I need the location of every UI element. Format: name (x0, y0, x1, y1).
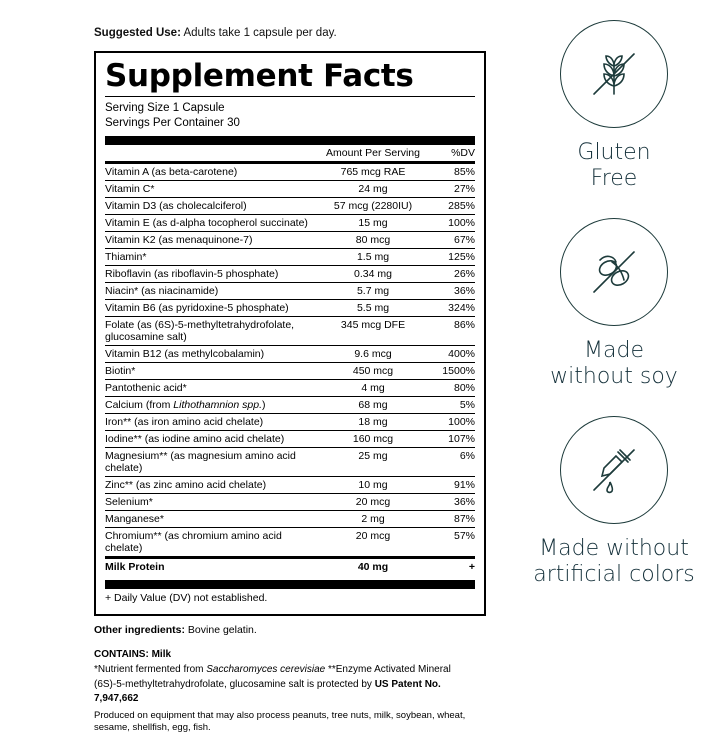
table-row (105, 317, 475, 346)
row-name: Thiamin* (105, 249, 319, 266)
suggested-use (94, 26, 486, 42)
badge-label-line1: Made without (539, 535, 689, 561)
bold-row-table (105, 559, 475, 575)
row-amount: 450 mcg (319, 363, 427, 380)
other-ingredients-text: Bovine gelatin. (185, 624, 257, 637)
row-amount: 4 mg (319, 380, 427, 397)
row-name: Pantothenic acid* (105, 380, 319, 397)
badges-column (508, 20, 720, 594)
row-amount: 18 mg (319, 414, 427, 431)
row-name: Biotin* (105, 363, 319, 380)
table-row (105, 215, 475, 232)
row-amount: 1.5 mg (319, 249, 427, 266)
table-row (105, 397, 475, 414)
row-dv: 6% (427, 448, 475, 477)
row-name: Magnesium** (as magnesium amino acid chelate) (105, 448, 319, 477)
row-amount: 68 mg (319, 397, 427, 414)
row-name: Folate (as (6S)-5-methyltetrahydrofolate, glucosamine salt) (105, 317, 319, 346)
row-amount: 9.6 mcg (319, 346, 427, 363)
row-name: Chromium** (as chromium amino acid chelate) (105, 530, 282, 555)
table-row (105, 528, 475, 557)
row-name: Riboflavin (as riboflavin-5 phosphate) (105, 266, 319, 283)
table-row (105, 198, 475, 215)
badge-label (508, 338, 720, 390)
soybean-crossed-icon (582, 240, 646, 304)
badge-label-line1: Gluten (577, 140, 651, 165)
row-name: Vitamin D3 (as cholecalciferol) (105, 198, 319, 215)
row-dv: 36% (427, 494, 475, 511)
row-name: Vitamin B6 (as pyridoxine-5 phosphate) (105, 300, 319, 317)
table-row (105, 363, 475, 380)
badge-label-line2: without soy (550, 363, 678, 389)
table-row (105, 283, 475, 300)
row-amount: 0.34 mg (319, 266, 427, 283)
row-dv: 285% (427, 198, 475, 215)
row-name: Milk Protein (105, 561, 165, 574)
row-name: Vitamin A (as beta-carotene) (105, 164, 319, 181)
row-name-italic: Lithothamnion spp. (173, 399, 262, 412)
row-name: Iodine** (as iodine amino acid chelate) (105, 431, 319, 448)
dropper-crossed-icon (582, 438, 646, 502)
table-row (105, 164, 475, 181)
nutrient-table-body (105, 145, 475, 161)
badge-label (508, 140, 720, 192)
row-dv: 100% (427, 414, 475, 431)
badge-label-line2: Free (590, 165, 638, 191)
legal-line-1-italic: Saccharomyces cerevisiae (206, 664, 326, 676)
other-ingredients-label: Other ingredients: (94, 624, 186, 637)
row-dv: 27% (427, 181, 475, 198)
table-row (105, 559, 475, 575)
table-row (105, 380, 475, 397)
table-row (105, 511, 475, 528)
badge-no-soy (508, 218, 720, 390)
badge-gluten-free (508, 20, 720, 192)
row-amount: 765 mcg RAE (319, 164, 427, 181)
row-amount: 160 mcg (319, 431, 427, 448)
contains-text: Milk (148, 648, 172, 660)
table-row (105, 300, 475, 317)
row-name: Selenium* (105, 494, 319, 511)
row-dv: 1500% (427, 363, 475, 380)
legal-line-1 (94, 663, 486, 678)
nutrient-table (105, 145, 475, 161)
row-amount: 15 mg (319, 215, 427, 232)
wheat-crossed-icon (582, 42, 646, 106)
badge-label-line2: artificial colors (533, 561, 695, 587)
suggested-use-label: Suggested Use: (94, 27, 181, 39)
row-dv: 67% (427, 232, 475, 249)
row-name: Vitamin E (as d-alpha tocopherol succinate) (105, 215, 319, 232)
row-dv: 26% (427, 266, 475, 283)
legal-line-1a: *Nutrient fermented from (94, 664, 207, 676)
row-amount: 80 mcg (319, 232, 427, 249)
legal-line-1b: **Enzyme Activated Mineral (325, 664, 451, 676)
nutrient-rows-table (105, 164, 475, 556)
row-name: Iron** (as iron amino acid chelate) (105, 414, 319, 431)
row-dv: 80% (427, 380, 475, 397)
row-amount: 40 mg (357, 561, 389, 574)
other-ingredients (94, 623, 486, 638)
row-dv: 85% (427, 164, 475, 181)
header-amount: Amount Per Serving (326, 147, 420, 160)
table-row (105, 431, 475, 448)
patent-number: US Patent No. 7,947,662 (94, 678, 441, 705)
heavy-divider-top (105, 136, 475, 145)
row-amount: 20 mcg (319, 494, 427, 511)
table-header-row (105, 145, 475, 161)
badge-no-artificial-colors (508, 416, 720, 588)
row-dv: 91% (427, 477, 475, 494)
row-dv: 107% (427, 431, 475, 448)
nutrient-rows-body (105, 164, 475, 556)
row-dv: 87% (427, 511, 475, 528)
row-amount: 10 mg (319, 477, 427, 494)
row-amount: 2 mg (319, 511, 427, 528)
table-row (105, 266, 475, 283)
badge-label-line1: Made (584, 337, 644, 363)
row-amount: 5.5 mg (319, 300, 427, 317)
row-name: Niacin* (as niacinamide) (105, 283, 319, 300)
row-dv: 36% (427, 283, 475, 300)
row-amount: 25 mg (319, 448, 427, 477)
row-dv: 5% (427, 397, 475, 414)
row-dv: 100% (427, 215, 475, 232)
row-name: Manganese* (105, 511, 319, 528)
servings-per-container: Servings Per Container 30 (105, 117, 240, 130)
row-dv: 324% (427, 300, 475, 317)
legal-block (94, 663, 486, 735)
table-row (105, 249, 475, 266)
row-dv: + (468, 561, 475, 574)
contains-allergen (94, 648, 486, 663)
row-amount: 24 mg (319, 181, 427, 198)
legal-line-2a: (6S)-5-methyltetrahydrofolate, glucosamine salt is protected by (94, 678, 375, 690)
row-name: Vitamin K2 (as menaquinone-7) (105, 232, 319, 249)
table-row (105, 181, 475, 198)
row-dv: 400% (427, 346, 475, 363)
row-dv: 57% (453, 530, 475, 543)
row-name: Vitamin C* (105, 181, 319, 198)
header-blank (105, 145, 319, 161)
badge-label (508, 536, 720, 588)
table-row (105, 448, 475, 477)
badge-circle (560, 218, 668, 326)
legal-line-2 (94, 678, 486, 707)
row-dv: 86% (427, 317, 475, 346)
serving-size: Serving Size 1 Capsule (105, 102, 225, 115)
table-row (105, 414, 475, 431)
heavy-divider-bottom (105, 580, 475, 589)
row-name: Zinc** (as zinc amino acid chelate) (105, 477, 319, 494)
badge-circle (560, 20, 668, 128)
row-amount: 5.7 mg (319, 283, 427, 300)
label-fine-print (94, 623, 486, 735)
allergen-statement: Produced on equipment that may also process peanuts, tree nuts, milk, soybean, wheat, sesame, shellfish, egg, fish. (94, 709, 466, 734)
supplement-facts-title: Supplement Facts (105, 57, 414, 94)
table-row (105, 346, 475, 363)
supplement-facts-column (94, 26, 486, 735)
header-dv: %DV (451, 147, 475, 160)
suggested-use-text: Adults take 1 capsule per day. (180, 27, 337, 39)
table-row (105, 477, 475, 494)
table-row (105, 494, 475, 511)
row-name: Vitamin B12 (as methylcobalamin) (105, 346, 319, 363)
badge-circle (560, 416, 668, 524)
title-divider (105, 96, 475, 97)
table-row (105, 232, 475, 249)
dv-footnote: + Daily Value (DV) not established. (105, 592, 268, 605)
row-amount: 345 mcg DFE (319, 317, 427, 346)
row-name: Calcium (from Lithothamnion spp.) (105, 397, 319, 414)
supplement-facts-box (94, 51, 486, 617)
row-amount: 57 mcg (2280IU) (319, 198, 427, 215)
row-dv: 125% (427, 249, 475, 266)
row-amount: 20 mcg (355, 530, 391, 543)
contains-label: CONTAINS: (94, 648, 149, 660)
